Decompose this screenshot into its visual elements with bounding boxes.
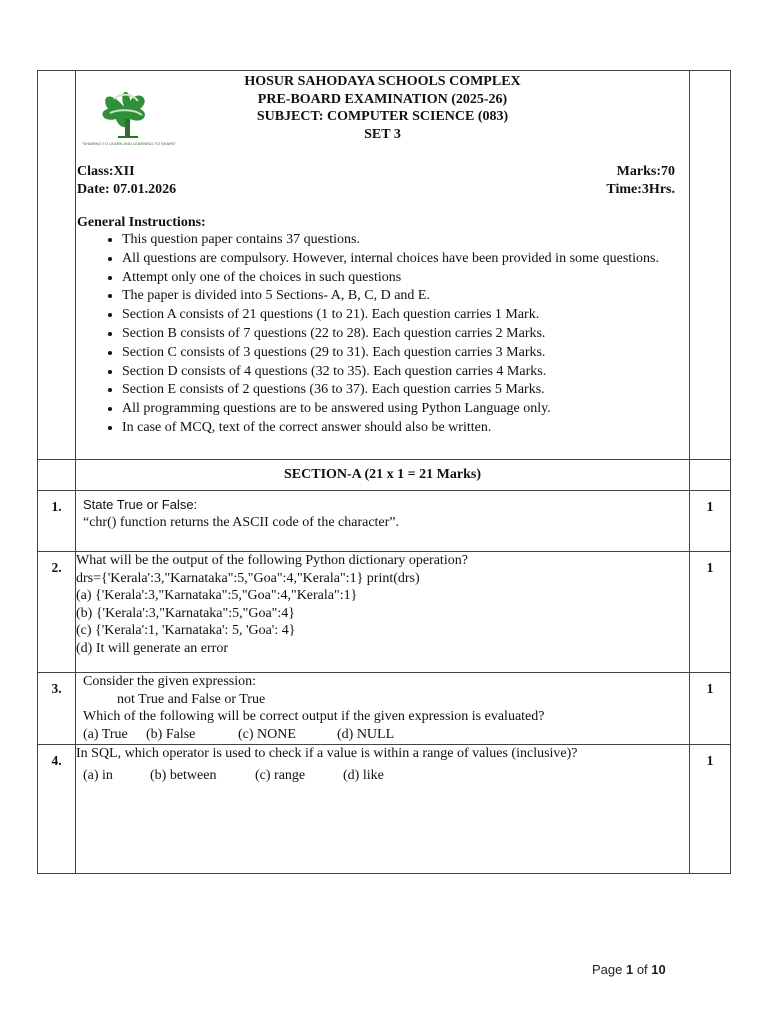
question-text: “chr() function returns the ASCII code of the character”. xyxy=(83,514,400,530)
option-c: (c) NONE xyxy=(238,726,296,742)
section-a-title: SECTION-A (21 x 1 = 21 Marks) xyxy=(76,460,690,491)
question-expression: not True and False or True xyxy=(117,691,266,707)
option-d: (d) like xyxy=(343,767,384,783)
subject-name: SUBJECT: COMPUTER SCIENCE (083) xyxy=(256,109,509,124)
question-text: Consider the given expression: xyxy=(83,674,257,689)
question-text: State True or False: xyxy=(83,497,198,512)
question-table xyxy=(37,70,731,874)
option-b: (b) between xyxy=(150,767,217,783)
question-body xyxy=(76,745,690,874)
section-row xyxy=(38,460,731,491)
question-marks: 1 xyxy=(690,673,731,745)
question-body xyxy=(76,673,690,745)
instruction-item: • Section B consists of 7 questions (22 to 28). Each question carries 2 Marks. xyxy=(122,325,682,344)
question-row xyxy=(38,745,731,874)
section-left-cell xyxy=(38,460,76,491)
date-label: Date: 07.01.2026 xyxy=(77,182,177,197)
instruction-item: • Section A consists of 21 questions (1 to 21). Each question carries 1 Mark. xyxy=(122,306,682,325)
question-marks: 1 xyxy=(690,745,731,874)
options-row xyxy=(76,763,689,785)
option-b: (b) {'Kerala':3,"Karnataka":5,"Goa":4} xyxy=(76,605,295,621)
meta-right xyxy=(606,163,675,199)
question-row xyxy=(38,552,731,673)
instruction-item: • This question paper contains 37 questions. xyxy=(122,231,682,250)
question-body xyxy=(76,491,690,552)
options-row xyxy=(83,726,689,744)
instruction-item: • Attempt only one of the choices in such questions xyxy=(122,269,682,288)
header-left-cell xyxy=(38,71,76,460)
instructions-list xyxy=(77,231,682,438)
instruction-item: • In case of MCQ, text of the correct answer should also be written. xyxy=(122,419,682,438)
instruction-item: • Section C consists of 3 questions (29 to 31). Each question carries 3 Marks. xyxy=(122,344,682,363)
exam-name: PRE-BOARD EXAMINATION (2025-26) xyxy=(257,91,508,107)
instruction-item: • All questions are compulsory. However, internal choices have been provided in some questions. xyxy=(122,250,682,269)
instruction-item: • Section E consists of 2 questions (36 to 37). Each question carries 5 Marks. xyxy=(122,381,682,400)
question-text: What will be the output of the following Python dictionary operation? xyxy=(76,553,468,568)
instructions-heading: General Instructions: xyxy=(77,215,206,230)
option-d: (d) It will generate an error xyxy=(76,640,228,656)
marks-label: Marks:70 xyxy=(616,164,675,179)
question-code: drs={'Kerala':3,"Karnataka":5,"Goa":4,"Kerala":1} print(drs) xyxy=(76,570,420,586)
option-a: (a) in xyxy=(83,767,113,783)
question-row xyxy=(38,673,731,745)
class-label: Class:XII xyxy=(77,164,135,179)
set-number: SET 3 xyxy=(364,126,401,142)
page-prefix: Page xyxy=(592,962,626,977)
question-marks: 1 xyxy=(690,552,731,673)
instruction-item: • The paper is divided into 5 Sections- A, B, C, D and E. xyxy=(122,287,682,306)
section-right-cell xyxy=(690,460,731,491)
header-right-cell xyxy=(690,71,731,460)
header-cell xyxy=(76,71,690,460)
option-b: (b) False xyxy=(146,726,196,742)
question-number: 1. xyxy=(38,491,76,552)
instruction-item: • Section D consists of 4 questions (32 to 35). Each question carries 4 Marks. xyxy=(122,363,682,382)
time-label: Time:3Hrs. xyxy=(606,182,675,197)
page-number xyxy=(592,962,666,977)
question-row xyxy=(38,491,731,552)
question-text: Which of the following will be correct output if the given expression is evaluated? xyxy=(83,709,545,725)
logo-caption: "SHARING TO LEARN AND LEARNING TO SHARE" xyxy=(81,141,177,146)
option-a: (a) True xyxy=(83,726,128,742)
option-c: (c) {'Kerala':1, 'Karnataka': 5, 'Goa': 4} xyxy=(76,623,296,639)
question-text: In SQL, which operator is used to check if a value is within a range of values (inclusive)? xyxy=(76,746,578,761)
question-number: 3. xyxy=(38,673,76,745)
question-number: 4. xyxy=(38,745,76,874)
option-d: (d) NULL xyxy=(337,726,395,742)
question-number: 2. xyxy=(38,552,76,673)
option-c: (c) range xyxy=(255,767,306,783)
question-marks: 1 xyxy=(690,491,731,552)
instruction-item: • All programming questions are to be answered using Python Language only. xyxy=(122,400,682,419)
page-mid: of xyxy=(633,962,652,977)
school-name: HOSUR SAHODAYA SCHOOLS COMPLEX xyxy=(244,74,521,89)
page-current: 1 xyxy=(625,962,634,977)
header-row xyxy=(38,71,731,460)
exam-title-block xyxy=(76,73,689,143)
option-a: (a) {'Kerala':3,"Karnataka":5,"Goa":4,"Kerala":1} xyxy=(76,588,358,604)
question-body xyxy=(76,552,690,673)
meta-left xyxy=(77,163,176,199)
page-total: 10 xyxy=(651,962,666,977)
